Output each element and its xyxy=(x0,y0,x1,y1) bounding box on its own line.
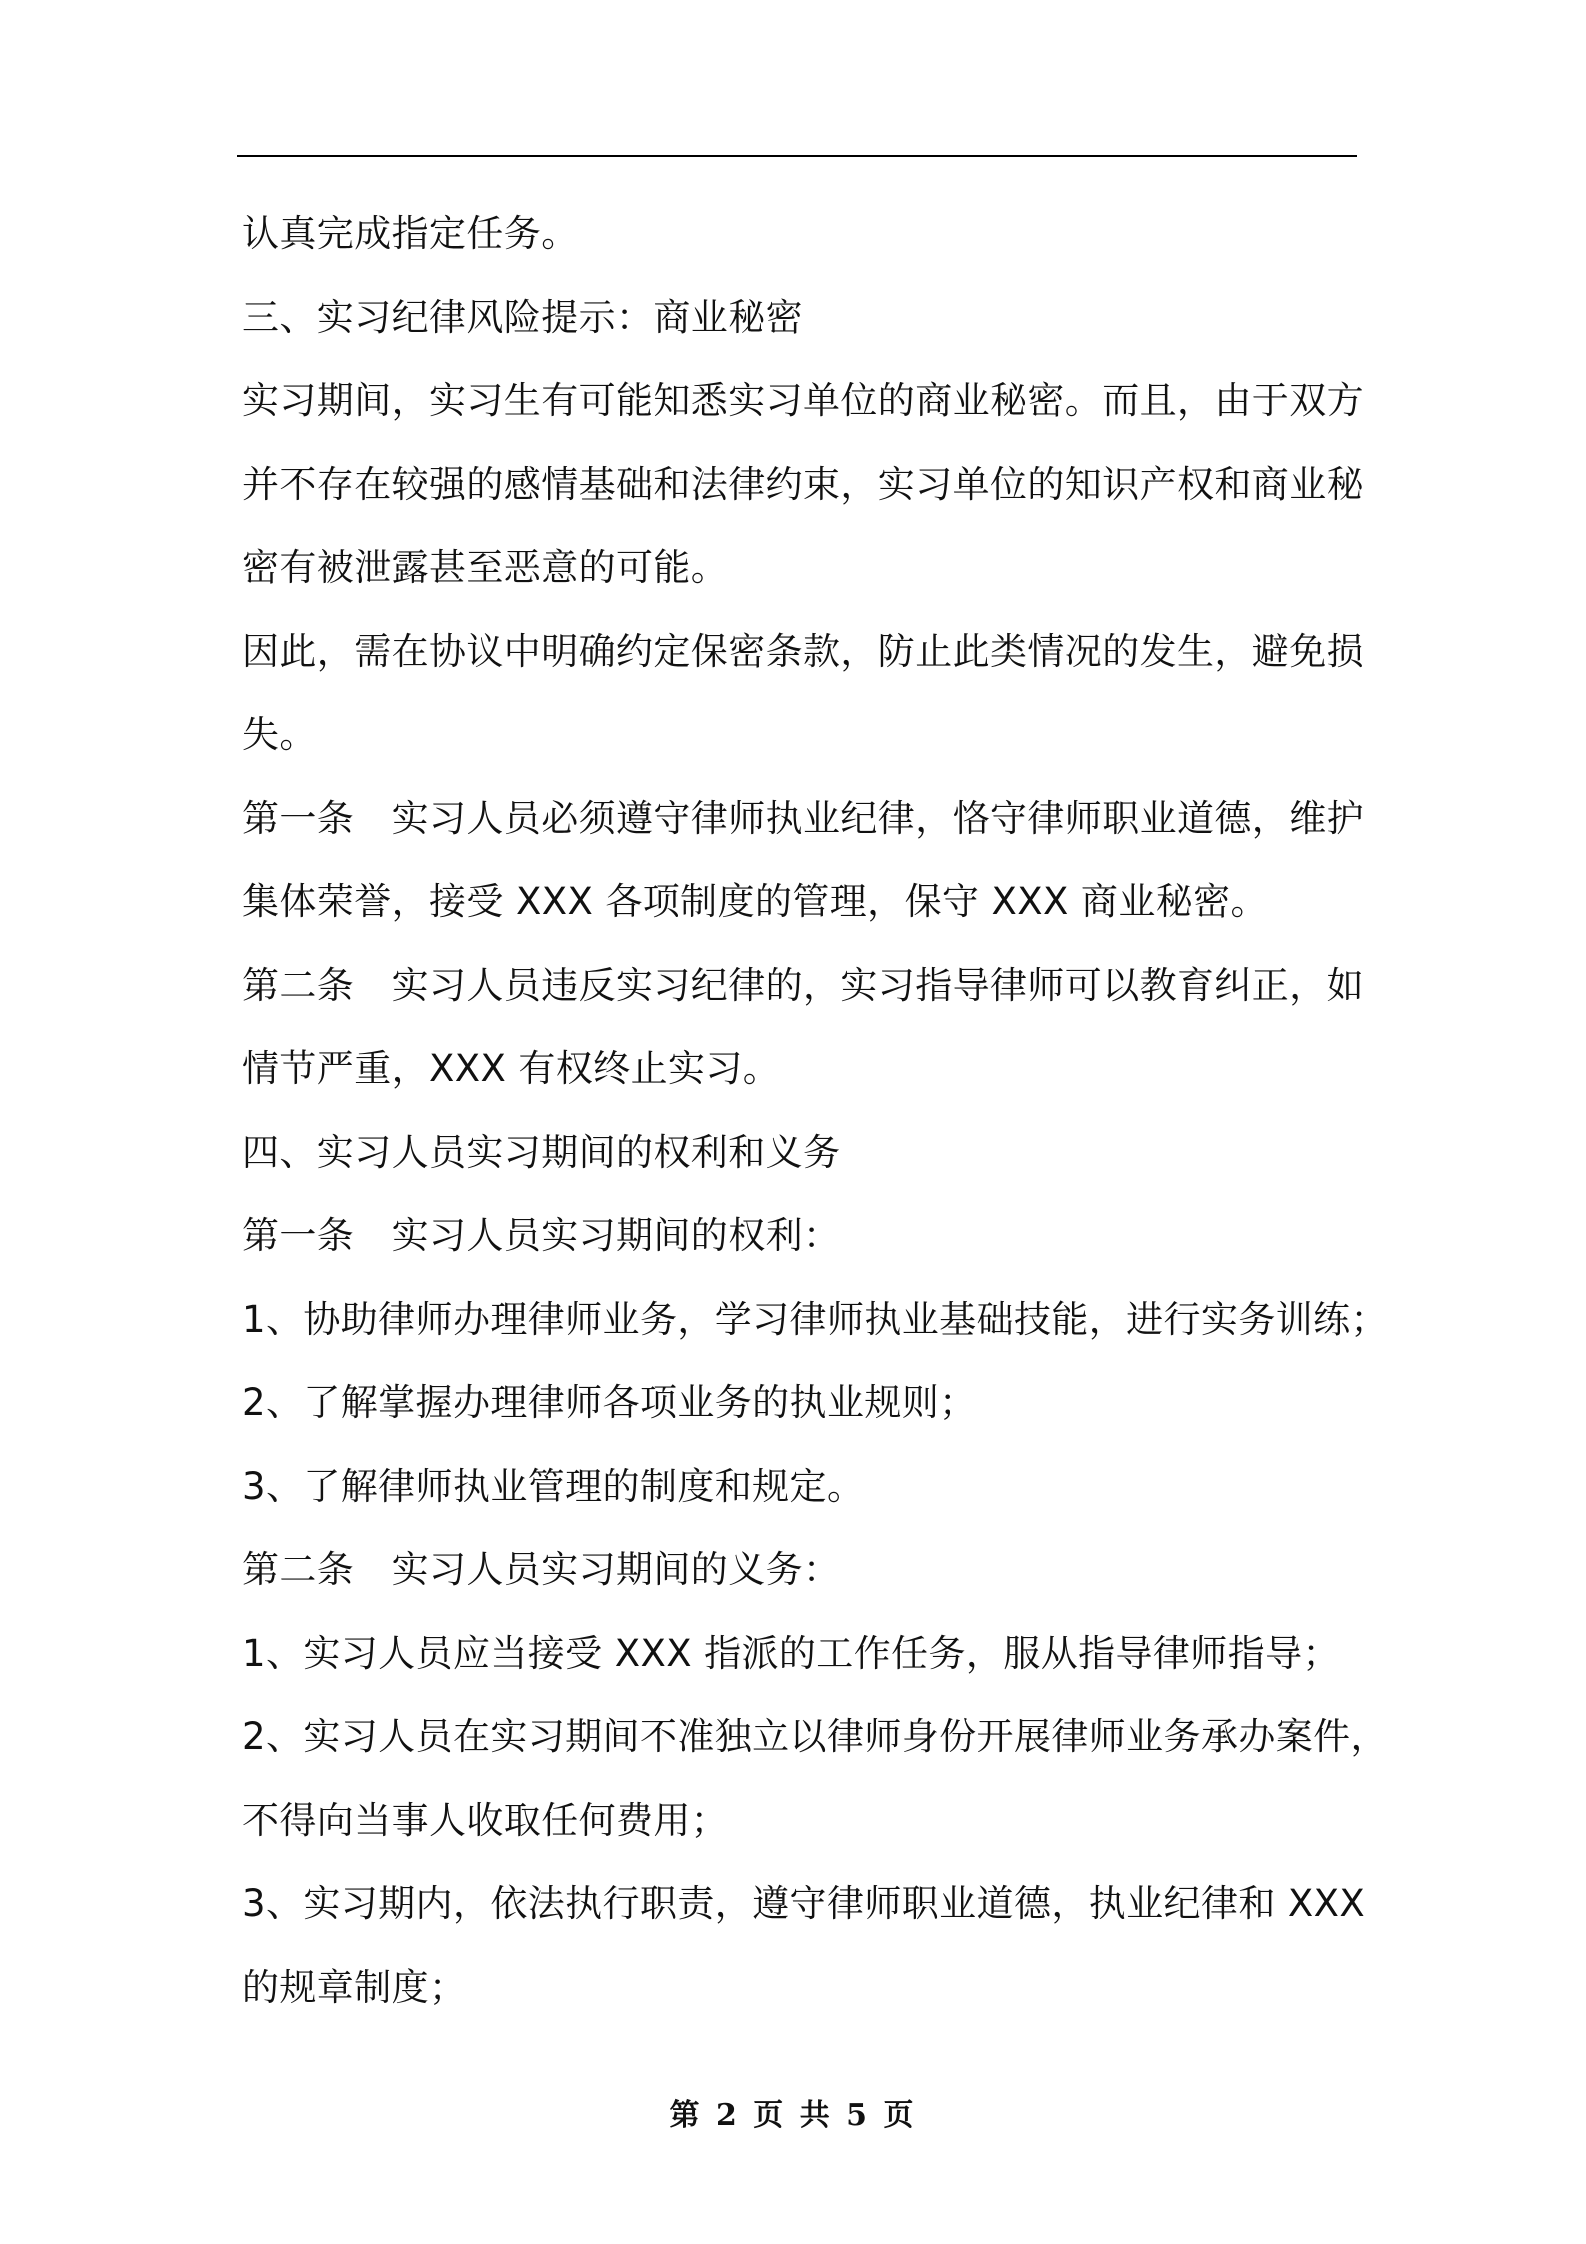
list-item: 1、协助律师办理律师业务，学习律师执业基础技能，进行实务训练； xyxy=(242,1297,1388,1341)
list-item: 2、了解掌握办理律师各项业务的执业规则； xyxy=(242,1381,977,1424)
list-item: 3、实习期内，依法执行职责，遵守律师职业道德，执业纪律和 XXX xyxy=(242,1882,1366,1925)
section-heading: 三、实习纪律风险提示：商业秘密 xyxy=(242,295,803,339)
header-rule xyxy=(237,155,1357,157)
article-line: 第一条 实习人员实习期间的权利： xyxy=(242,1214,841,1257)
text-line: 失。 xyxy=(242,713,317,756)
list-item: 1、实习人员应当接受 XXX 指派的工作任务，服从指导律师指导； xyxy=(242,1631,1340,1675)
article-line: 第二条 实习人员实习期间的义务： xyxy=(242,1548,841,1591)
section-heading: 四、实习人员实习期间的权利和义务 xyxy=(242,1130,841,1174)
text-line: 的规章制度； xyxy=(242,1965,467,2009)
text-line: 密有被泄露甚至恶意的可能。 xyxy=(242,546,729,589)
body-text xyxy=(242,192,1388,2029)
list-item: 2、实习人员在实习期间不准独立以律师身份开展律师业务承办案件， xyxy=(242,1715,1388,1758)
text-line: 认真完成指定任务。 xyxy=(242,212,579,255)
article-line: 第二条 实习人员违反实习纪律的，实习指导律师可以教育纠正，如 xyxy=(242,963,1364,1007)
text-line: 情节严重，XXX 有权终止实习。 xyxy=(242,1047,781,1090)
page-number: 第 2 页 共 5 页 xyxy=(669,2098,917,2133)
text-line: 实习期间，实习生有可能知悉实习单位的商业秘密。而且，由于双方 xyxy=(242,379,1364,422)
list-item: 3、了解律师执业管理的制度和规定。 xyxy=(242,1464,865,1508)
text-line: 集体荣誉，接受 XXX 各项制度的管理，保守 XXX 商业秘密。 xyxy=(242,880,1268,923)
text-line: 因此，需在协议中明确约定保密条款，防止此类情况的发生，避免损 xyxy=(242,629,1364,673)
text-line: 不得向当事人收取任何费用； xyxy=(242,1798,729,1842)
article-line: 第一条 实习人员必须遵守律师执业纪律，恪守律师职业道德，维护 xyxy=(242,796,1364,840)
text-line: 并不存在较强的感情基础和法律约束，实习单位的知识产权和商业秘 xyxy=(242,462,1364,506)
